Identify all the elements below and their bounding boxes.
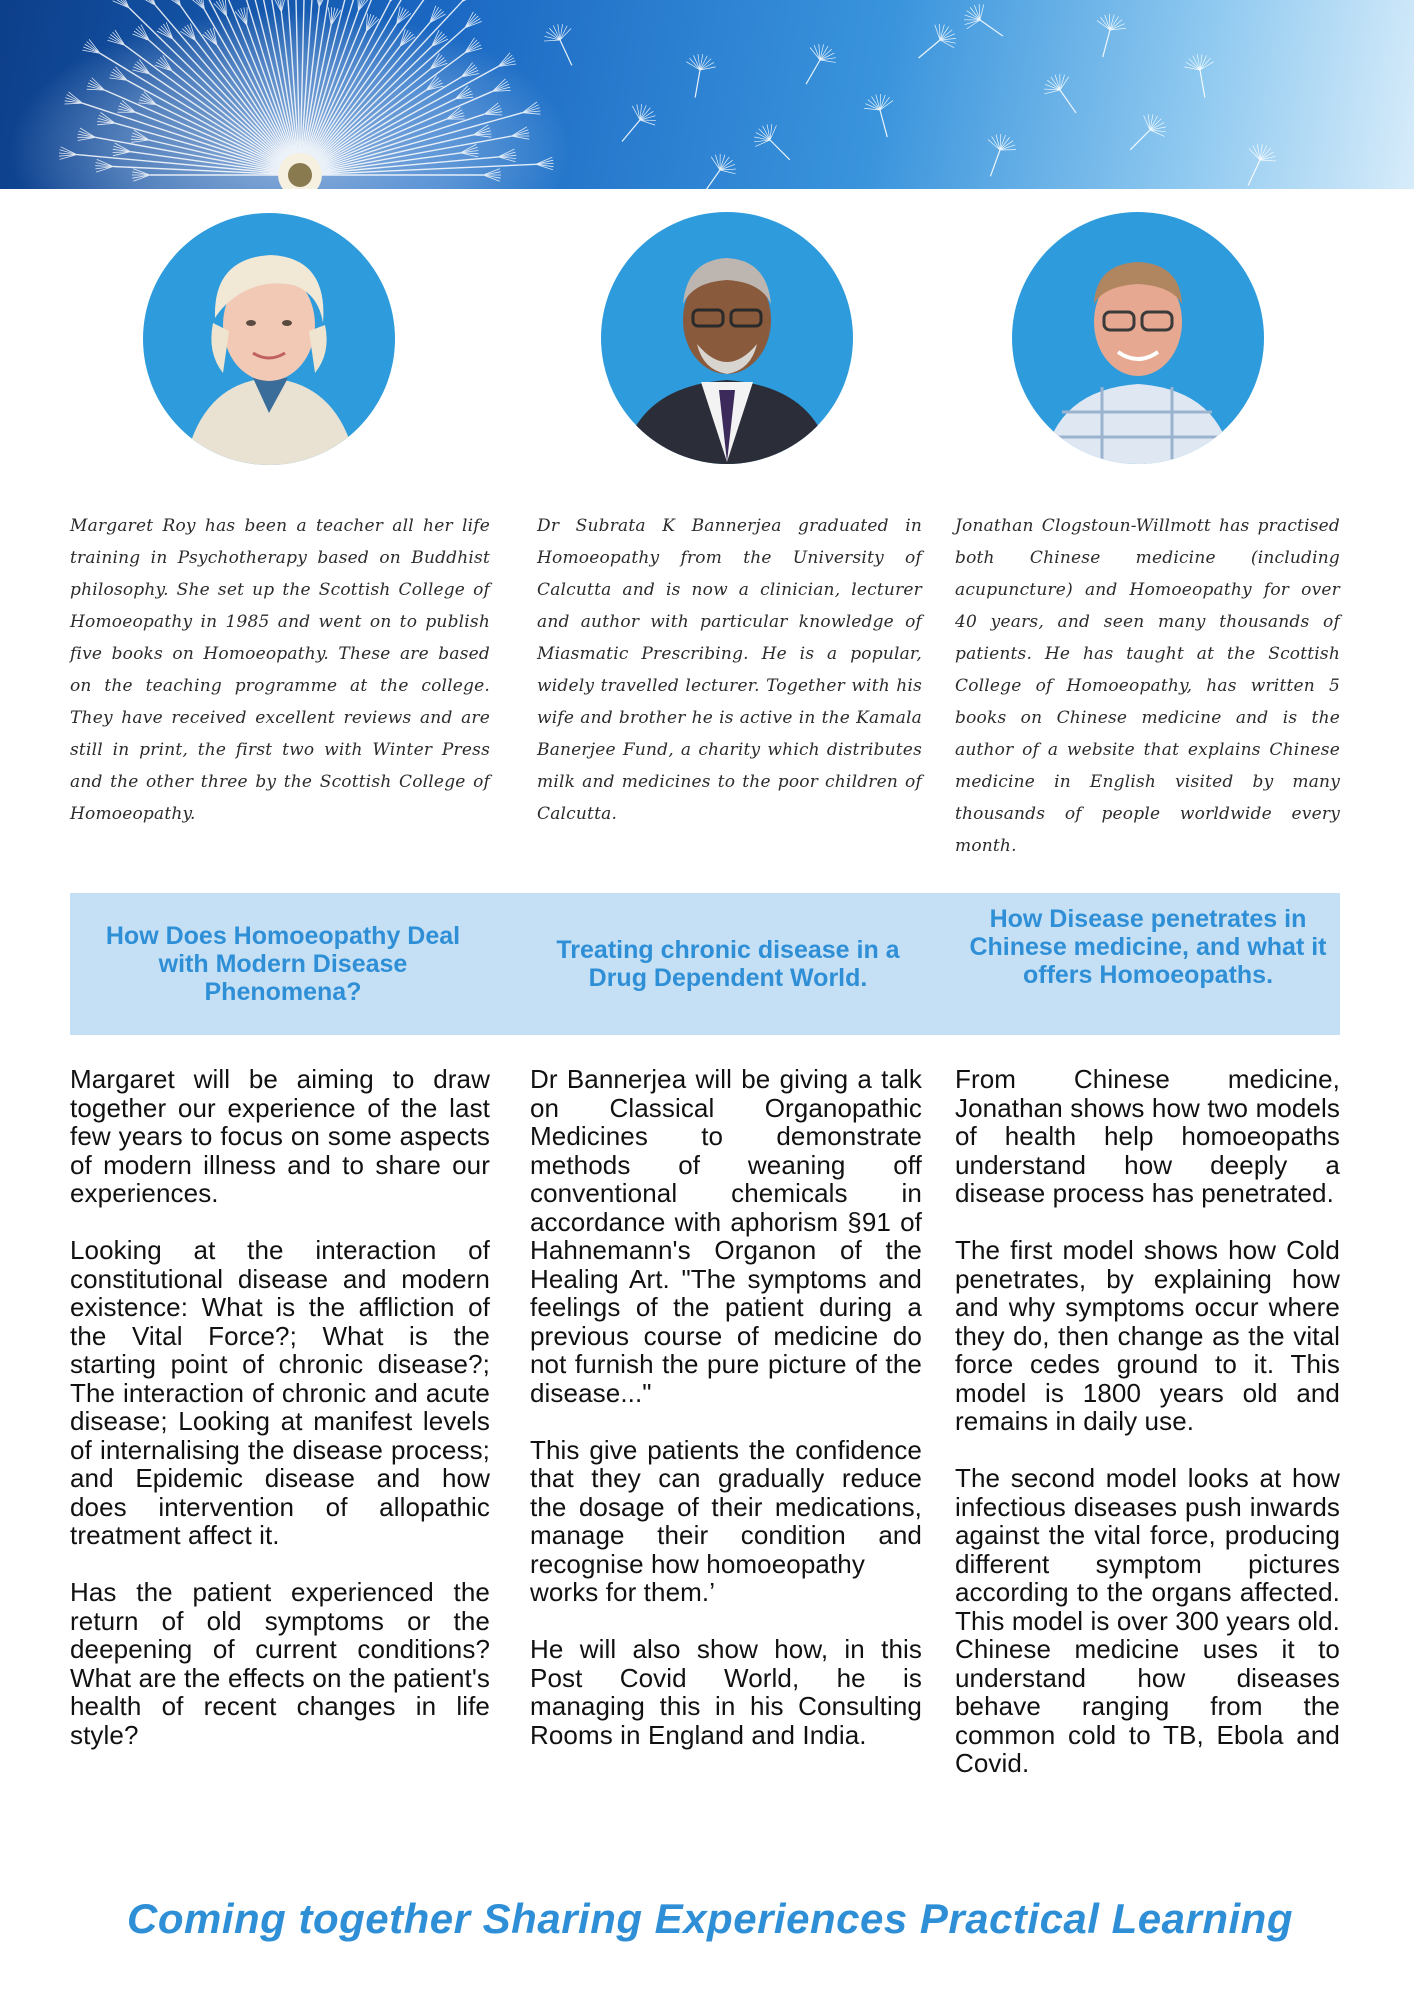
bio-subrata-bannerjea: Dr Subrata K Bannerjea graduated in Homoeopathy from the University of Calcutta and is now a clinician, lecturer and author with particular knowledge of Miasmatic Prescribing. He is a popular, widely travelled lecturer. Together with his wife and brother he is active in the Kamala Banerjee Fund, a charity which distributes milk and medicines to the poor children of Calcutta. xyxy=(537,516,922,824)
tagline: Coming together Sharing Experiences Practical Learning xyxy=(127,1895,1293,1942)
header-banner xyxy=(0,0,1414,189)
paragraph: From Chinese medicine, Jonathan shows how two models of health help homoeopaths understand how deeply a disease process has penetrated. xyxy=(955,1064,1340,1208)
bio-margaret-roy: Margaret Roy has been a teacher all her life training in Psychotherapy based on Buddhist philosophy. She set up the Scottish College of Homoeopathy in 1985 and went on to publish five books on Homoeopathy. These are based on the teaching programme at the college. They have received excellent reviews and are still in print, the first two with Winter Press and the other three by the Scottish College of Homoeopathy. xyxy=(70,516,490,824)
paragraph: He will also show how, in this Post Covid World, he is managing this in his Consulting Rooms in England and India. xyxy=(530,1634,922,1750)
speaker-photo-margaret-roy xyxy=(143,213,395,465)
paragraph: Dr Bannerjea will be giving a talk on Classical Organopathic Medicines to demonstrate methods of weaning off conventional chemicals in accordance with aphorism §91 of Hahnemann's Organon of the Healing Art. "The symptoms and feelings of the patient during a previous course of medicine do not furnish the pure picture of the disease..." xyxy=(530,1064,922,1408)
paragraph: The first model shows how Cold penetrates, by explaining how and why symptoms occur where they do, then change as the vital force cedes ground to it. This model is 1800 years old and remains in daily use. xyxy=(955,1235,1340,1436)
portrait-icon xyxy=(1012,212,1264,464)
speaker-photo-jonathan-clogstoun-willmott xyxy=(1012,212,1264,464)
paragraph: This give patients the confidence that they can gradually reduce the dosage of their medications, manage their condition and recognise how homoeopathy works for them.’ xyxy=(530,1434,922,1607)
topic-title-1: How Does Homoeopathy Deal with Modern Disease Phenomena? xyxy=(105,922,461,1006)
speaker-photo-subrata-bannerjea xyxy=(601,212,853,464)
bio-jonathan-clogstoun-willmott: Jonathan Clogstoun-Willmott has practised both Chinese medicine (including acupuncture) and Homoeopathy for over 40 years, and seen many thousands of patients. He has taught at the Scottish College of Homoeopathy, has written 5 books on Chinese medicine and is the author of a website that explains Chinese medicine in English visited by many thousands of people worldwide every month. xyxy=(955,516,1340,856)
portrait-icon xyxy=(143,213,395,465)
paragraph: Has the patient experienced the return of old symptoms or the deepening of current conditions? What are the effects on the patient's health of recent changes in life style? xyxy=(70,1577,490,1750)
talk-description-2 xyxy=(530,1065,922,1749)
talk-description-3 xyxy=(955,1065,1340,1778)
topic-title-3: How Disease penetrates in Chinese medicine, and what it offers Homoeopaths. xyxy=(969,905,1327,989)
topic-title-2: Treating chronic disease in a Drug Dependent World. xyxy=(556,936,900,992)
dandelion-seeds-icon xyxy=(0,0,1414,189)
paragraph: Margaret will be aiming to draw together our experience of the last few years to focus on some aspects of modern illness and to share our experiences. xyxy=(70,1064,490,1208)
talk-description-1 xyxy=(70,1065,490,1749)
paragraph: Looking at the interaction of constitutional disease and modern existence: What is the affliction of the Vital Force?; What is the starting point of chronic disease?; The interaction of chronic and acute disease; Looking at manifest levels of internalising the disease process; and Epidemic disease and how does intervention of allopathic treatment affect it. xyxy=(70,1235,490,1550)
paragraph: The second model looks at how infectious diseases push inwards against the vital force, producing different symptom pictures according to the organs affected. This model is over 300 years old. Chinese medicine uses it to understand how diseases behave ranging from the common cold to TB, Ebola and Covid. xyxy=(955,1463,1340,1778)
portrait-icon xyxy=(601,212,853,464)
